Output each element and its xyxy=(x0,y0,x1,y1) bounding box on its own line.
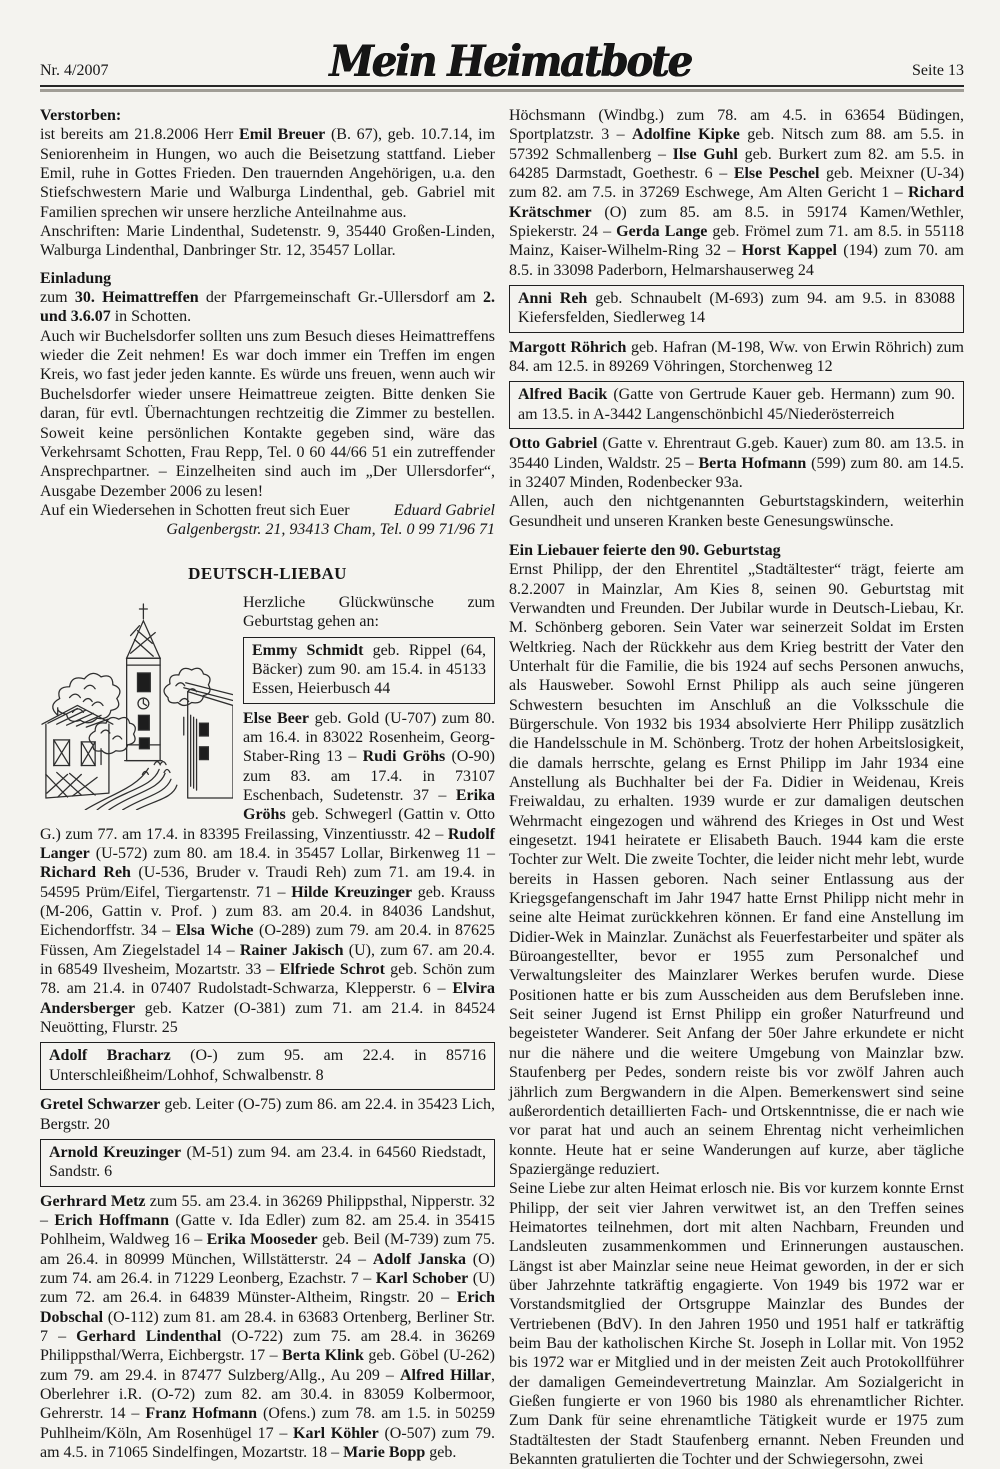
header-rule xyxy=(40,85,964,94)
birthday-entry-margott-roehrich: Margott Röhrich geb. Hafran (M-198, Ww. von Erwin Röhrich) zum 84. am 12.5. in 89269 Vöhringen, Storchenweg 12 xyxy=(509,338,965,376)
birthday-list-3: Höchsmann (Windbg.) zum 78. am 4.5. in 63654 Büdingen, Sportplatzstr. 3 – Adolfine Kipke geb. Nitsch zum 88. am 5.5. in 57392 Schmallenberg – Ilse Guhl geb. Burkert zum 82. am 5.5. in 64285 Darmstadt, Goethestr. 6 – Else Peschel geb. Meixner (U-34) zum 82. am 7.5. in 37269 Eschwege, Am Alten Gericht 1 – Richard Krätschmer (O) zum 85. am 8.5. in 59174 Kamen/Wethler, Spiekerstr. 24 – Gerda Lange geb. Frömel zum 71. am 8.5. in 55118 Mainz, Kaiser-Wilhelm-Ring 32 – Horst Kappel (194) zum 70. am 8.5. in 33098 Paderborn, Helmarshauserweg 24 xyxy=(509,107,965,279)
birthday-box-anni-reh-text: Anni Reh geb. Schnaubelt (M-693) zum 94. am 9.5. in 83088 Kiefersfelden, Siedlerweg 14 xyxy=(518,290,955,327)
verstorben-addresses: Anschriften: Marie Lindenthal, Sudetenstr. 9, 35440 Großen-Linden, Walburga Lindenthal, Danbringer Str. 12, 35457 Lollar. xyxy=(40,223,495,260)
birthday-list-2: Gerhrard Metz zum 55. am 23.4. in 36269 Philippsthal, Nipperstr. 32 – Erich Hoffmann (Gatte v. Ida Edler) zum 82. am 25.4. in 35415 Pohlheim, Waldweg 16 – Erika Mooseder geb. Beil (M-739) zum 75. am 26.4. in 80999 München, Willstätterstr. 24 – Adolf Janska (O) zum 74. am 26.4. in 71229 Leonberg, Ezachstr. 7 – Karl Schober (U) zum 72. am 26.4. in 64839 Münster-Altheim, Ringstr. 20 – Erich Dobschal (O-112) zum 81. am 28.4. in 63683 Ortenberg, Berliner Str. 7 – Gerhard Lindenthal (O-722) zum 75. am 28.4. in 36269 Philippsthal/Werra, Eichbergstr. 17 – Berta Klink geb. Göbel (U-262) zum 79. am 29.4. in 87477 Sulzberg/Allg., Au 209 – Alfred Hillar, Oberlehrer i.R. (O-72) zum 82. am 30.4. in 83059 Kolbermoor, Gehrerstr. 14 – Franz Hofmann (Ofens.) zum 78. am 1.5. in 50259 Puhlheim/Köln, Am Rosenhügel 17 – Karl Köhler (O-507) zum 79. am 4.5. in 71065 Sindelfingen, Mozartstr. 18 – Marie Bopp geb. xyxy=(40,1192,496,1461)
page-number: Seite 13 xyxy=(912,62,964,79)
article-paragraph-1: Ernst Philipp, der den Ehrentitel „Stadtältester“ trägt, feierte am 8.2.2007 in Mainzlar, Am Kies 8, seinen 90. Geburtstag mit Verwandten und Freunden. Der Jubilar wurde in Deutsch-Liebau, Kr. M. Schönberg geboren. Sein Vater war seinerzeit Soldat im Ersten Weltkrieg. Nach der Rückkehr aus dem Krieg bestritt der Vater den Unterhalt für die Familie, die bis 1924 auf sechs Personen anwuchs, als Hausweber. Sowohl Ernst Philipp als auch seine jüngeren Schwestern besuchten im Anschluß an die Volksschule die Bürgerschule. Von 1932 bis 1934 absolvierte Herr Philipp zusätzlich die Handelsschule in M. Schönberg. Trotz der hohen Arbeitslosigkeit, die damals herrschte, gelang es Ernst Philipp im Jahr 1934 eine Anstellung als Buchhalter bei der Fa. Didier in Weidenau, Kreis Freiwaldau, zu erhalten. 1939 wurde er zur damaligen deutschen Wehrmacht eingezogen und während des Krieges in Ost und West eingesetzt. 1941 heiratete er Elisabeth Bauch. 1944 kam die erste Tochter zur Welt. Die zweite Tochter, die leider nicht mehr lebt, wurde bereits in Hassen geboren. Nach seiner Entlassung aus der Kriegsgefangenschaft im Jahr 1947 hatte Ernst Philipp nicht mehr in seine alte Heimat zurückkehren können. Er fand eine Anstellung im Didier-Wek in Mainzlar. Zunächst als Feuerfestarbeiter und später als Büroangestellter, bevor er 1955 zum Personalchef und Verwaltungsleiter des Mainzlarer Werkes berufen wurde. Diese Positionen hatte er bis zum Ausscheiden aus dem Berufsleben inne. Seit seiner Jugend ist Ernst Philipp ein großer Naturfreund und begeisteter Wanderer. Seit Anfang der 50er Jahre erkundete er nicht nur die nähere und die weitere Umgebung von Mainzlar bzw. Staufenberg per Pedes, sondern reiste bis vor zwölf Jahren auch jährlich zum Bergwandern in die Alpen. Bemerkenswert sind seine außerordentich detaillierten Fach- und Ortskenntnisse, die er nach wie vor parat hat und auch an seinem Ehrentag nicht verheimlichen konnte. Heute hat er seine Wanderungen auf kurze, aber tägliche Spaziergänge reduziert. xyxy=(509,561,964,1178)
birthday-box-arnold-kreuzinger xyxy=(40,1139,495,1187)
birthday-entry-gretel-schwarzer: Gretel Schwarzer geb. Leiter (O-75) zum 86. am 22.4. in 35423 Lich, Bergstr. 20 xyxy=(40,1096,495,1133)
birthday-box-alfred-bacik-text: Alfred Bacik (Gatte von Gertrude Kauer geb. Hermann) zum 90. am 13.5. in A-3442 Langenschönbichl 45/Niederösterreich xyxy=(518,386,955,423)
content-columns xyxy=(40,106,964,1469)
article-paragraph-2: Seine Liebe zur alten Heimat erlosch nie. Bis vor kurzem konnte Ernst Philipp, der seit vier Jahren verwitwet ist, an den Treffen seines Heimatortes teilnehmen, dort mit alten Nachbarn, Freunden und Landsleuten zusammenkommen und Erinnerungen austauschen. Längst ist aber Mainzlar seine neue Heimat geworden, in der er sich über Jahrzehnte tatkräftig engagierte. Von 1949 bis 1972 war er Vorstandsmitglied der Ortsgruppe Mainzlar des Bundes der Vertriebenen (BdV). In den Jahren 1950 und 1951 half er tatkräftig beim Bau der katholischen Kirche St. Joseph in Lollar mit. Von 1952 bis 1972 war er Mitglied und in der meisten Zeit auch Protokollführer der damaligen Gemeindevertretung Mainzlar. Am Sozialgericht in Gießen fungierte er von 1960 bis 1980 als ehrenamtlicher Richter. Zum Dank für seine ehrenamtliche Tätigkeit wurde er 1975 zum Stadtältesten der Stadt Staufenberg ernannt. Neben Freunden und Bekannten gratulierten die Tochter und der Schwiegersohn, zwei xyxy=(509,1180,964,1469)
liebau-section-heading: DEUTSCH-LIEBAU xyxy=(188,563,347,583)
issue-number: Nr. 4/2007 xyxy=(40,62,109,79)
village-church-illustration xyxy=(40,595,233,810)
birthday-box-anni-reh xyxy=(509,285,964,333)
left-column xyxy=(40,106,495,1469)
birthday-box-adolf-bracharz xyxy=(40,1042,495,1090)
einladung-closing: Auf ein Wiedersehen in Schotten freut sich Euer xyxy=(40,501,350,519)
signature-address: Galgenbergstr. 21, 93413 Cham, Tel. 0 99 71/96 71 xyxy=(166,521,495,539)
einladung-intro: zum 30. Heimattreffen der Pfarrgemeinschaft Gr.-Ullersdorf am 2. und 3.6.07 in Schotten. xyxy=(40,289,495,326)
liebau-intro: Herzliche Glückwünsche zum Geburtstag gehen an: xyxy=(243,593,495,631)
church-drawing-svg xyxy=(40,595,233,810)
page-header xyxy=(40,30,964,87)
birthday-box-emmy-schmidt xyxy=(243,637,495,704)
birthday-box-arnold-kreuzinger-text: Arnold Kreuzinger (M-51) zum 94. am 23.4. in 64560 Riedstadt, Sandstr. 6 xyxy=(49,1143,486,1181)
signature-name: Eduard Gabriel xyxy=(393,501,495,519)
birthday-box-emmy-schmidt-text: Emmy Schmidt geb. Rippel (64, Bäcker) zum 90. am 15.4. in 45133 Essen, Heierbusch 44 xyxy=(252,641,487,698)
masthead-title: Mein Heimatbote xyxy=(329,36,692,87)
einladung-heading: Einladung xyxy=(40,269,112,287)
einladung-body: Auch wir Buchelsdorfer sollten uns zum Besuch dieses Heimattreffens wieder die Zeit nehmen! Es war doch immer ein Treffen im engen Kreis, wo fast jeder jeden kannte. Es würde uns freuen, wenn auch wir Buchelsdorfer wieder unsere Heimattreue zeigten. Bitte denken Sie daran, für evtl. Übernachtungen rechtzeitig die Zimmer zu bestellen. Soweit keine persönlichen Kontakte gegeben sind, wäre das Verkehrsamt Schotten, Frau Repp, Tel. 0 60 44/66 51 ein zutreffender Ansprechpartner. – Einzelheiten sind auch im „Der Ullersdorfer“, Ausgabe Dezember 2006 zu lesen! xyxy=(40,327,495,500)
birthday-entry-otto-gabriel: Otto Gabriel (Gatte v. Ehrentraut G.geb. Kauer) zum 80. am 13.5. in 35440 Linden, Waldstr. 25 – Berta Hofmann (599) zum 80. am 14.5. in 32407 Minden, Rodenbecker 93a. xyxy=(509,435,964,491)
verstorben-heading: Verstorben: xyxy=(40,107,122,124)
birthday-list-1: Else Beer geb. Gold (U-707) zum 80. am 16.4. in 83022 Rosenheim, Georg-Staber-Ring 13 – Rudi Gröhs (O-90) zum 83. am 17.4. in 73107 Eschenbach, Sudetenstr. 37 – Erika Gröhs geb. Schwegerl (Gattin v. Otto G.) zum 77. am 17.4. in 83395 Freilassing, Vinzentiusstr. 42 – Rudolf Langer (U-572) zum 80. am 18.4. in 35457 Lollar, Birkenweg 11 – Richard Reh (U-536, Bruder v. Traudi Reh) zum 71. am 19.4. in 54595 Prüm/Eifel, Tiergartenstr. 71 – Hilde Kreuzinger geb. Krauss (M-206, Gattin v. Prof. ) zum 83. am 20.4. in 84036 Landshut, Eichendorffstr. 34 – Elsa Wiche (O-289) zum 79. am 20.4. in 87625 Füssen, Am Ziegelstadel 14 – Rainer Jakisch (U), zum 67. am 20.4. in 68549 Ilvesheim, Mozartstr. 33 – Elfriede Schrot geb. Schön zum 78. am 21.4. in 07407 Rudolstadt-Schwarza, Klepperstr. 6 – Elvira Andersberger geb. Katzer (O-381) zum 71. am 21.4. in 84524 Neuötting, Flurstr. 25 xyxy=(40,709,496,1037)
birthday-wishes: Allen, auch den nichtgenannten Geburtstagskindern, weiterhin Gesundheit und unseren Kranken beste Genesungswünsche. xyxy=(509,493,964,530)
einladung-signature-row xyxy=(40,501,495,520)
birthday-box-alfred-bacik xyxy=(509,381,964,429)
verstorben-body: ist bereits am 21.8.2006 Herr Emil Breuer (B. 67), geb. 10.7.14, im Seniorenheim in Hungen, wo auch die Beisetzung stattfand. Lieber Emil, ruhe in Gottes Frieden. Den trauernden Angehörigen, u.a. den Stiefschwestern Marie und Walburga Lindenthal, geb. Gabriel mit Familien sprechen wir unsere herzliche Anteilnahme aus. xyxy=(40,126,496,221)
birthday-box-adolf-bracharz-text: Adolf Bracharz (O-) zum 95. am 22.4. in 85716 Unterschleißheim/Lohhof, Schwalbenstr. 8 xyxy=(49,1047,487,1084)
article-heading: Ein Liebauer feierte den 90. Geburtstag xyxy=(509,541,781,559)
right-column xyxy=(509,106,964,1469)
